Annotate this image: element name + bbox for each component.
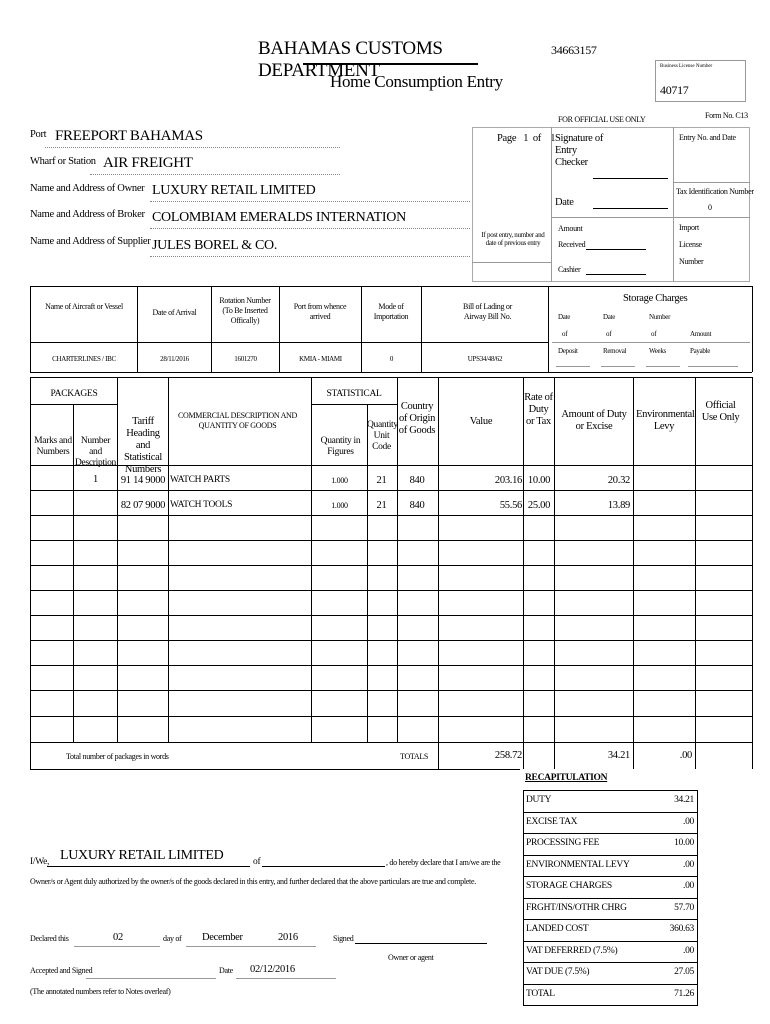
form-title: BAHAMAS CUSTOMS DEPARTMENT xyxy=(258,38,443,81)
row1-desc: WATCH PARTS xyxy=(170,475,230,485)
row2-desc: WATCH TOOLS xyxy=(170,500,233,510)
grid-line xyxy=(30,490,752,491)
recap-row xyxy=(523,941,698,963)
grid-line xyxy=(695,377,696,769)
grid-line xyxy=(311,404,397,405)
grid-line xyxy=(311,377,312,742)
form-number: Form No. C13 xyxy=(705,111,748,120)
commercial-header: COMMERCIAL DESCRIPTION AND QUANTITY OF GOODS xyxy=(177,411,298,430)
tax-id-label: Tax Identification Number xyxy=(676,187,754,196)
grid-line xyxy=(438,377,439,769)
grid-line xyxy=(30,690,752,691)
accepted-label: Accepted and Signed xyxy=(30,966,93,975)
totals-label: TOTALS xyxy=(400,752,429,761)
supplier-field[interactable] xyxy=(152,238,452,254)
grid-line xyxy=(30,716,752,717)
removal-line[interactable] xyxy=(601,366,635,367)
bill-lading-value: UPS34/48/62 xyxy=(467,355,503,363)
storage-of3: of xyxy=(651,330,657,338)
recap-label: TOTAL xyxy=(526,989,555,999)
tax-id-value: 0 xyxy=(708,203,712,212)
checker-date-line[interactable] xyxy=(593,208,668,209)
row1-value: 203.16 xyxy=(494,475,522,486)
recap-label: LANDED COST xyxy=(526,924,589,934)
page-total: 1 xyxy=(550,133,556,144)
row2-amount: 13.89 xyxy=(607,500,630,511)
notes-text: (The annotated numbers refer to Notes overleaf) xyxy=(30,987,171,996)
recap-label: VAT DUE (7.5%) xyxy=(526,967,590,977)
storage-deposit: Deposit xyxy=(558,347,578,355)
grid-line xyxy=(30,742,752,743)
business-license-box xyxy=(655,60,746,102)
rotation-header: Rotation Number (To Be Inserted Offically) xyxy=(219,296,271,325)
grid-line xyxy=(30,769,520,770)
row1-qty: 1.000 xyxy=(331,476,348,485)
amount-label: Amount xyxy=(558,224,583,233)
marks-header: Marks and Numbers xyxy=(34,436,72,457)
of-label: of xyxy=(253,857,261,867)
recap-row xyxy=(523,812,698,834)
owners-text: Owner/s or Agent duly authorized by the owner/s of the goods declared in this entry, and further declared that the above particulars are true and complete. xyxy=(30,877,476,886)
grid-line xyxy=(30,515,752,516)
country-header: Country of Origin of Goods xyxy=(398,401,436,436)
broker-field[interactable] xyxy=(152,210,452,226)
grid-line xyxy=(30,565,752,566)
row1-unit: 21 xyxy=(376,475,387,486)
number-desc-header: Number and Description xyxy=(74,436,117,468)
business-license-value: 40717 xyxy=(660,83,689,97)
recap-row xyxy=(523,962,698,984)
arrival-header: Date of Arrival xyxy=(152,308,197,317)
amount-header: Amount of Duty or Excise xyxy=(561,409,627,432)
storage-of2: of xyxy=(606,330,612,338)
tariff-header: Tariff Heading and Statistical Numbers xyxy=(123,416,163,475)
cashier-line[interactable] xyxy=(586,274,646,275)
deposit-line[interactable] xyxy=(556,366,590,367)
official-use-label: FOR OFFICIAL USE ONLY xyxy=(558,115,646,124)
license-label: License xyxy=(679,240,702,249)
recap-title: RECAPITULATION xyxy=(525,773,608,783)
arrival-value: 28/11/2016 xyxy=(160,355,189,363)
row1-amount: 20.32 xyxy=(607,475,630,486)
storage-date2: Date xyxy=(603,313,616,321)
broker-label: Name and Address of Broker xyxy=(30,209,145,220)
recap-value: .00 xyxy=(683,946,694,956)
signature-line[interactable] xyxy=(355,943,487,944)
supplier-line xyxy=(150,256,470,257)
recap-value: .00 xyxy=(683,817,694,827)
row1-tariff: 91 14 9000 xyxy=(120,475,166,486)
mode-header: Mode of Importation xyxy=(373,302,409,321)
packages-header: PACKAGES xyxy=(50,389,98,399)
aircraft-header: Name of Aircraft or Vessel xyxy=(45,302,123,311)
owner-label: Name and Address of Owner xyxy=(30,183,145,194)
rotation-value: 1601270 xyxy=(234,355,257,363)
recap-value: 10.00 xyxy=(674,838,694,848)
recap-value: .00 xyxy=(683,860,694,870)
row2-tariff: 82 07 9000 xyxy=(120,500,166,511)
declare-text: , do hereby declare that I am/we are the xyxy=(386,858,501,867)
storage-payable: Payable xyxy=(690,347,711,355)
official-use-header: Official Use Only xyxy=(701,400,740,423)
recap-row xyxy=(523,898,698,920)
port-line xyxy=(45,147,340,148)
row2-country: 840 xyxy=(409,500,425,511)
recap-row xyxy=(523,833,698,855)
broker-line xyxy=(150,228,470,229)
signed-label: Signed xyxy=(333,934,354,943)
title-underline xyxy=(303,63,478,65)
number-label: Number xyxy=(679,257,704,266)
grid-line xyxy=(30,540,752,541)
grid-line xyxy=(633,377,634,769)
iwe-field[interactable] xyxy=(60,848,250,864)
received-line[interactable] xyxy=(586,249,646,250)
grid-line xyxy=(30,377,31,769)
grid-line xyxy=(30,590,752,591)
wharf-label: Wharf or Station xyxy=(30,156,96,167)
declared-this-label: Declared this xyxy=(30,934,69,943)
storage-number: Number xyxy=(649,313,671,321)
value-header: Value xyxy=(469,416,493,427)
form-subtitle: Home Consumption Entry xyxy=(330,72,503,91)
recap-row xyxy=(523,855,698,877)
recap-label: EXCISE TAX xyxy=(526,817,578,827)
row1-rate: 10.00 xyxy=(527,475,551,486)
checker-date-label: Date xyxy=(555,197,574,208)
owner-field[interactable] xyxy=(152,183,452,199)
wharf-field[interactable] xyxy=(103,155,333,172)
grid-line xyxy=(554,377,555,769)
page-current: 1 xyxy=(523,133,529,144)
total-packages-label: Total number of packages in words xyxy=(66,752,169,761)
qty-unit-header: Quantity Unit Code xyxy=(367,420,398,452)
document-number: 34663157 xyxy=(551,43,597,57)
recap-label: FRGHT/INS/OTHR CHRG xyxy=(526,903,627,913)
grid-line xyxy=(30,615,752,616)
year-value: 2016 xyxy=(278,932,298,943)
recap-label: ENVIRONMENTAL LEVY xyxy=(526,860,630,870)
iwe-label: I/We, xyxy=(30,857,50,867)
storage-title: Storage Charges xyxy=(623,293,688,304)
recap-label: VAT DEFERRED (7.5%) xyxy=(526,946,618,956)
weeks-line[interactable] xyxy=(646,366,680,367)
port-arrived-header: Port from whence arrived xyxy=(293,302,347,321)
grid-line xyxy=(30,377,752,378)
env-levy-header: Environmental Levy xyxy=(636,409,695,432)
grid-line xyxy=(752,377,753,769)
recap-bottom-line xyxy=(523,1005,698,1006)
recap-value: 34.21 xyxy=(674,795,694,805)
storage-date1: Date xyxy=(558,313,571,321)
date-label: Date xyxy=(219,966,233,975)
entry-no-label: Entry No. and Date xyxy=(679,133,736,142)
storage-removal: Removal xyxy=(603,347,627,355)
supplier-label: Name and Address of Supplier xyxy=(30,236,151,247)
grid-line xyxy=(30,665,752,666)
row2-rate: 25.00 xyxy=(527,500,551,511)
row2-unit: 21 xyxy=(376,500,387,511)
month-value: December xyxy=(202,932,243,943)
port-field[interactable] xyxy=(55,128,335,145)
grid-line xyxy=(30,640,752,641)
grid-line xyxy=(523,377,524,769)
recap-row xyxy=(523,876,698,898)
storage-weeks: Weeks xyxy=(649,347,666,355)
recap-row xyxy=(523,984,698,1006)
recap-value: .00 xyxy=(683,881,694,891)
recap-value: 360.63 xyxy=(669,924,694,934)
date-value: 02/12/2016 xyxy=(250,964,295,975)
recap-label: STORAGE CHARGES xyxy=(526,881,612,891)
recap-value: 57.70 xyxy=(674,903,694,913)
recap-row xyxy=(523,919,698,941)
row1-number: 1 xyxy=(93,474,98,485)
mode-value: 0 xyxy=(389,355,394,363)
row2-value: 55.56 xyxy=(499,500,522,511)
checker-signature-label: Signature of Entry Checker xyxy=(555,133,604,168)
storage-of1: of xyxy=(562,330,568,338)
recap-value: 71.26 xyxy=(674,989,694,999)
total-value: 258.72 xyxy=(494,750,522,761)
day-of-label: day of xyxy=(163,934,182,943)
statistical-header: STATISTICAL xyxy=(326,389,382,399)
row2-qty: 1.000 xyxy=(331,501,348,510)
page-of: of xyxy=(532,133,541,144)
wharf-line xyxy=(90,174,340,175)
post-entry-note: If post entry, number and date of previous entry xyxy=(481,231,545,247)
page-label: Page xyxy=(497,133,517,144)
accepted-line[interactable] xyxy=(86,978,216,979)
recap-label: DUTY xyxy=(526,795,552,805)
received-label: Received xyxy=(558,240,586,249)
port-arrived-value: KMIA - MIAMI xyxy=(299,355,342,363)
port-label: Port xyxy=(30,129,47,140)
row1-country: 840 xyxy=(409,475,425,486)
of-line[interactable] xyxy=(262,866,385,867)
aircraft-value: CHARTERLINES / IBC xyxy=(52,355,116,363)
rate-header: Rate of Duty or Tax xyxy=(524,392,553,427)
day-value: 02 xyxy=(113,932,123,943)
qty-figures-header: Quantity in Figures xyxy=(320,436,361,457)
total-amount: 34.21 xyxy=(607,750,630,761)
owner-line xyxy=(150,201,470,202)
recap-row xyxy=(523,790,698,812)
owner-agent-label: Owner or agent xyxy=(388,953,434,962)
payable-line[interactable] xyxy=(688,366,738,367)
grid-line xyxy=(168,377,169,742)
business-license-label: Business License Number xyxy=(660,64,713,69)
cashier-label: Cashier xyxy=(558,265,581,274)
bill-lading-header: Bill of Lading or Airway Bill No. xyxy=(463,302,512,321)
recap-label: PROCESSING FEE xyxy=(526,838,600,848)
storage-amount: Amount xyxy=(690,330,712,338)
recap-value: 27.05 xyxy=(674,967,694,977)
checker-signature-line[interactable] xyxy=(593,178,668,179)
import-label: Import xyxy=(679,223,699,232)
total-levy: .00 xyxy=(679,750,692,761)
